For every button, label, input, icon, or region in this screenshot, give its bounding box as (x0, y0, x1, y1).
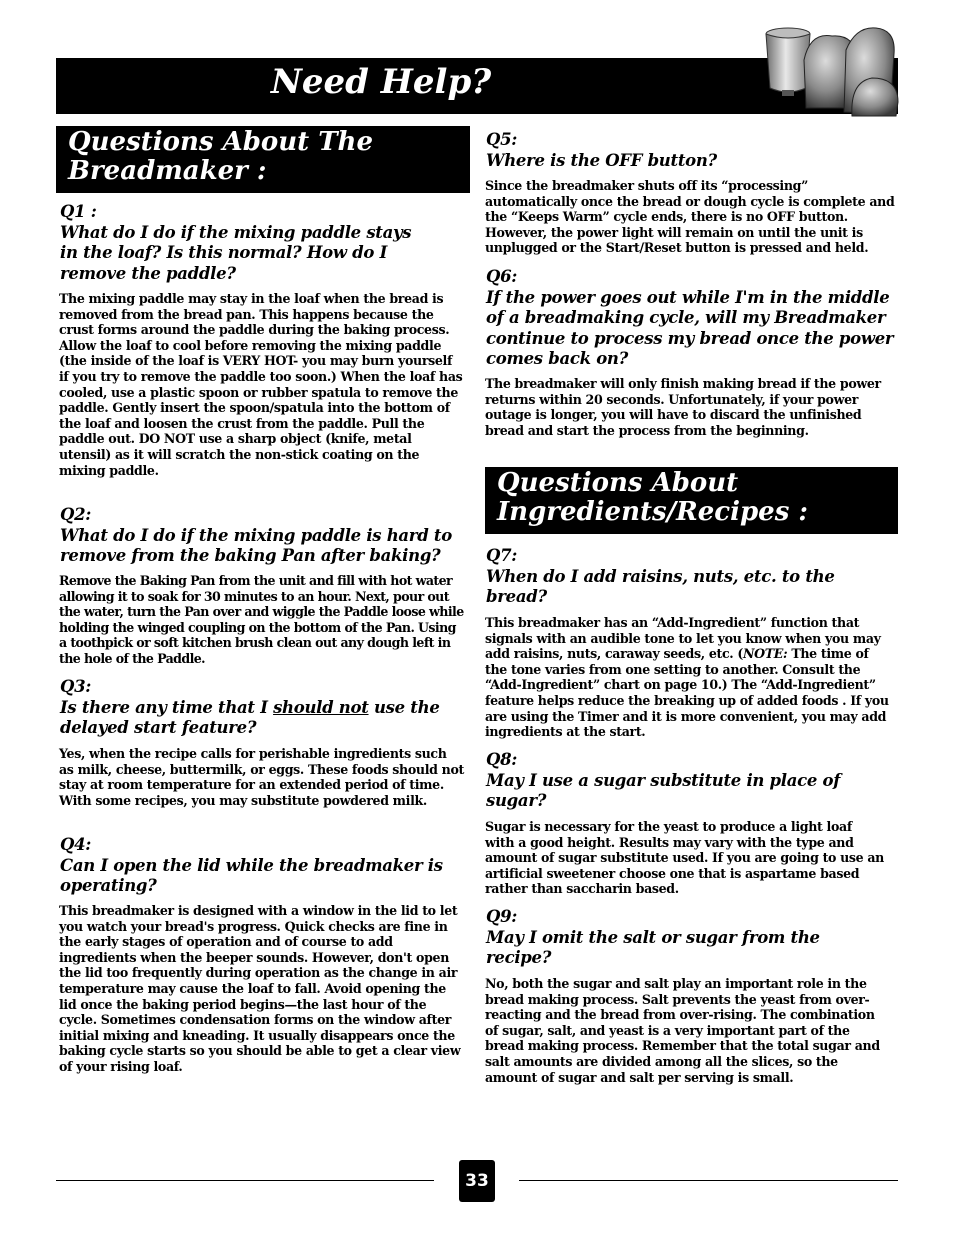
question-q5 (486, 130, 896, 171)
question-text-start: Is there any time that I (60, 697, 274, 717)
question-text: When do I add raisins, nuts, etc. to the bread? (486, 566, 835, 606)
answer-paragraph: Allow the loaf to cool before removing the mixing paddle (the inside of the loaf is VERY HOT- you may burn yourself if you try to remove the paddle too soon.) When the loaf has cooled, use a plastic spoon or rubber spatula to remove the paddle. Gently insert the spoon/spatula into the bottom of the loaf and loosen the crust from the paddle. Pull the paddle out. DO NOT use a sharp object (knife, metal utensil) as it will scratch the non-stick coating on the mixing paddle. (59, 337, 463, 478)
answer-paragraph: The mixing paddle may stay in the loaf when the bread is removed from the bread pan. This happens because the crust forms around the paddle during the baking process. (59, 291, 450, 338)
question-number: Q9: (486, 907, 518, 926)
footer-rule-right (519, 1180, 898, 1181)
question-q7 (486, 546, 866, 608)
question-text: May I omit the salt or sugar from the recipe? (486, 927, 820, 967)
answer-paragraph: This breadmaker is designed with a window in the lid to let you watch your bread's progress. Quick checks are fine in the early stages of operation and of course to add ingredients when the beeper sounds. However, don't open the lid too frequently during operation as the change in air temperature may cause the loaf to fall. Avoid opening the lid once the baking period begins—the last hour of the cycle. Sometimes condensation forms on the window after initial mixing and kneading. It usually disappears once the baking cycle starts so you should be able to get a clear view of your rising loaf. (59, 903, 461, 1074)
answer-text-start: This breadmaker has an “Add-Ingredient” function that signals with an audible tone to let you know when you may add raisins, nuts, caraway seeds, etc. ( (485, 615, 881, 662)
question-text: May I use a sugar substitute in place of sugar? (486, 770, 841, 810)
question-number: Q8: (486, 750, 518, 769)
question-q1 (60, 202, 432, 284)
answer-paragraph (485, 615, 893, 740)
question-number: Q3: (60, 677, 92, 696)
question-text: What do I do if the mixing paddle stays in the loaf? Is this normal? How do I remove the paddle? (60, 222, 412, 283)
question-number: Q2: (60, 505, 92, 524)
section-header-ingredients (485, 467, 898, 534)
answer-paragraph: Remove the Baking Pan from the unit and fill with hot water allowing it to soak for 30 minutes to an hour. Next, pour out the water, turn the Pan over and wiggle the Paddle loose while holding the winged coupling on the bottom of the Pan. Using a toothpick or soft kitchen brush clean out any dough left in the hole of the Paddle. (59, 573, 464, 666)
question-q8 (486, 750, 866, 812)
answer-text-end: The time of the tone varies from one setting to another. Consult the “Add-Ingredient” chart on page 10.) The “Add-Ingredient” feature helps reduce the breaking up of added foods . If you are using the Timer and it is more convenient, you may add ingredients at the start. (485, 646, 889, 740)
answer-q8 (485, 819, 885, 897)
question-emphasis: should not (273, 697, 369, 717)
answer-q7 (485, 615, 893, 740)
section-header-breadmaker (56, 126, 470, 193)
question-text-end: use the delayed start feature? (60, 697, 440, 737)
question-number: Q6: (486, 267, 518, 286)
answer-paragraph: No, both the sugar and salt play an important role in the bread making process. Salt prevents the yeast from over-reacting and the bread from over-rising. The combination of sugar, salt, and yeast is a very important part of the bread making process. Remember that the total sugar and salt amounts are divided among all the slices, so the amount of sugar and salt per serving is small. (485, 976, 880, 1085)
answer-paragraph: Yes, when the recipe calls for perishable ingredients such as milk, cheese, buttermilk, or eggs. These foods should not stay at room temperature for an extended period of time. With some recipes, you may substitute powdered milk. (59, 746, 464, 808)
question-number: Q1 : (60, 202, 97, 221)
answer-q2 (59, 573, 467, 667)
answer-paragraph: Sugar is necessary for the yeast to produce a light loaf with a good height. Results may vary with the type and amount of sugar substitute used. If you are going to use an artificial sweetener choose one that is aspartame based rather than saccharin based. (485, 819, 884, 897)
question-text: Can I open the lid while the breadmaker is operating? (60, 855, 443, 895)
page-title: Need Help? (270, 62, 492, 102)
answer-note: NOTE: (742, 646, 788, 662)
question-text: If the power goes out while I'm in the middle of a breadmaking cycle, will my Breadmaker continue to process my bread once the power comes back on? (486, 287, 894, 368)
question-q9 (486, 907, 856, 969)
question-number: Q7: (486, 546, 518, 565)
footer-rule-left (56, 1180, 434, 1181)
answer-paragraph: The breadmaker will only finish making bread if the power returns within 20 seconds. Unfortunately, if your power outage is longer, you will have to discard the unfinished bread and start the process from the beginning. (485, 376, 881, 438)
answer-q5 (485, 178, 895, 256)
section-title: Questions About Ingredients/Recipes : (497, 468, 808, 527)
answer-q3 (59, 746, 465, 808)
answer-q4 (59, 903, 467, 1075)
bread-loaves-illustration (760, 18, 900, 118)
question-text: Where is the OFF button? (486, 150, 717, 170)
answer-q9 (485, 976, 890, 1085)
question-q2 (60, 505, 468, 567)
answer-q6 (485, 376, 890, 438)
question-text: What do I do if the mixing paddle is hard to remove from the baking Pan after baking? (60, 525, 452, 565)
question-number: Q5: (486, 130, 518, 149)
page-number: 33 (459, 1160, 495, 1202)
question-number: Q4: (60, 835, 92, 854)
question-q4 (60, 835, 466, 897)
answer-paragraph: Since the breadmaker shuts off its “processing” automatically once the bread or dough cycle is complete and the “Keeps Warm” cycle ends, there is no OFF button. However, the power light will remain on until the unit is unplugged or the Start/Reset button is pressed and held. (485, 178, 895, 256)
question-q3 (60, 677, 440, 739)
answer-q1 (59, 291, 465, 478)
section-title: Questions About The Breadmaker : (68, 127, 374, 186)
question-q6 (486, 267, 898, 370)
